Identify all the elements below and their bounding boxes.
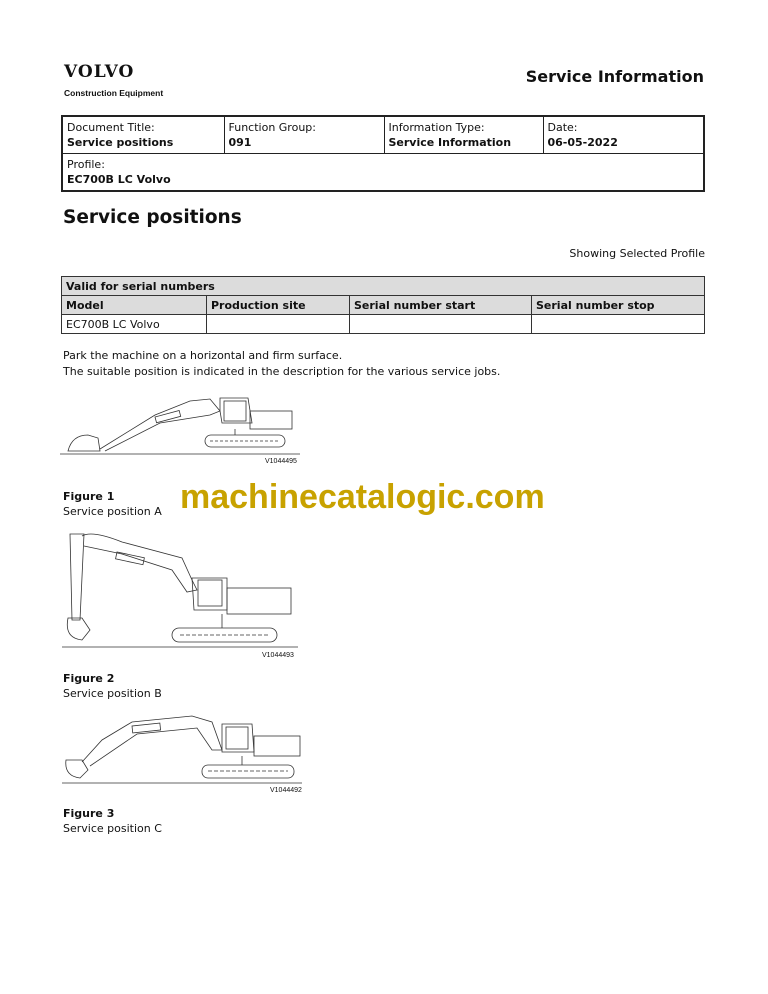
figure-code: V1044495: [265, 458, 297, 465]
function-group-label: Function Group:: [228, 121, 316, 134]
doc-title-label: Document Title:: [67, 121, 155, 134]
profile-value: EC700B LC Volvo: [67, 173, 171, 186]
logo-subtitle: Construction Equipment: [64, 88, 164, 98]
info-type-label: Information Type:: [388, 121, 485, 134]
volvo-logo: VOLVO: [64, 62, 135, 82]
excavator-figure-c: [62, 710, 304, 796]
column-header: Model: [62, 296, 207, 315]
figure-label: Figure 2: [63, 672, 115, 685]
document-meta-table: [61, 115, 705, 192]
paragraph: The suitable position is indicated in the description for the various service jobs.: [63, 365, 501, 378]
cell: EC700B LC Volvo: [62, 315, 207, 334]
excavator-figure-a: [60, 393, 302, 465]
figure-caption: Service position C: [63, 822, 162, 835]
function-group-value: 091: [228, 136, 252, 149]
page-title: Service positions: [63, 207, 242, 228]
header-title: Service Information: [525, 67, 704, 86]
figure-code: V1044492: [270, 787, 302, 794]
profile-note: Showing Selected Profile: [569, 247, 705, 260]
excavator-figure-b: [62, 530, 298, 660]
column-header: Production site: [207, 296, 350, 315]
figure-caption: Service position B: [63, 687, 162, 700]
info-type-value: Service Information: [388, 136, 512, 149]
cell: [207, 315, 350, 334]
column-header: Serial number start: [350, 296, 532, 315]
figure-caption: Service position A: [63, 505, 162, 518]
serial-numbers-table: [61, 276, 705, 334]
paragraph: Park the machine on a horizontal and firm surface.: [63, 349, 343, 362]
date-label: Date:: [547, 121, 578, 134]
watermark: machinecatalogic.com: [180, 478, 545, 516]
figure-label: Figure 3: [63, 807, 115, 820]
profile-label: Profile:: [67, 158, 105, 171]
cell: [350, 315, 532, 334]
cell: [532, 315, 705, 334]
date-value: 06-05-2022: [547, 136, 618, 149]
doc-title-value: Service positions: [67, 136, 174, 149]
table-row: [62, 315, 705, 334]
column-header: Serial number stop: [532, 296, 705, 315]
figure-label: Figure 1: [63, 490, 115, 503]
figure-code: V1044493: [262, 652, 294, 659]
serial-table-caption: Valid for serial numbers: [62, 277, 705, 296]
